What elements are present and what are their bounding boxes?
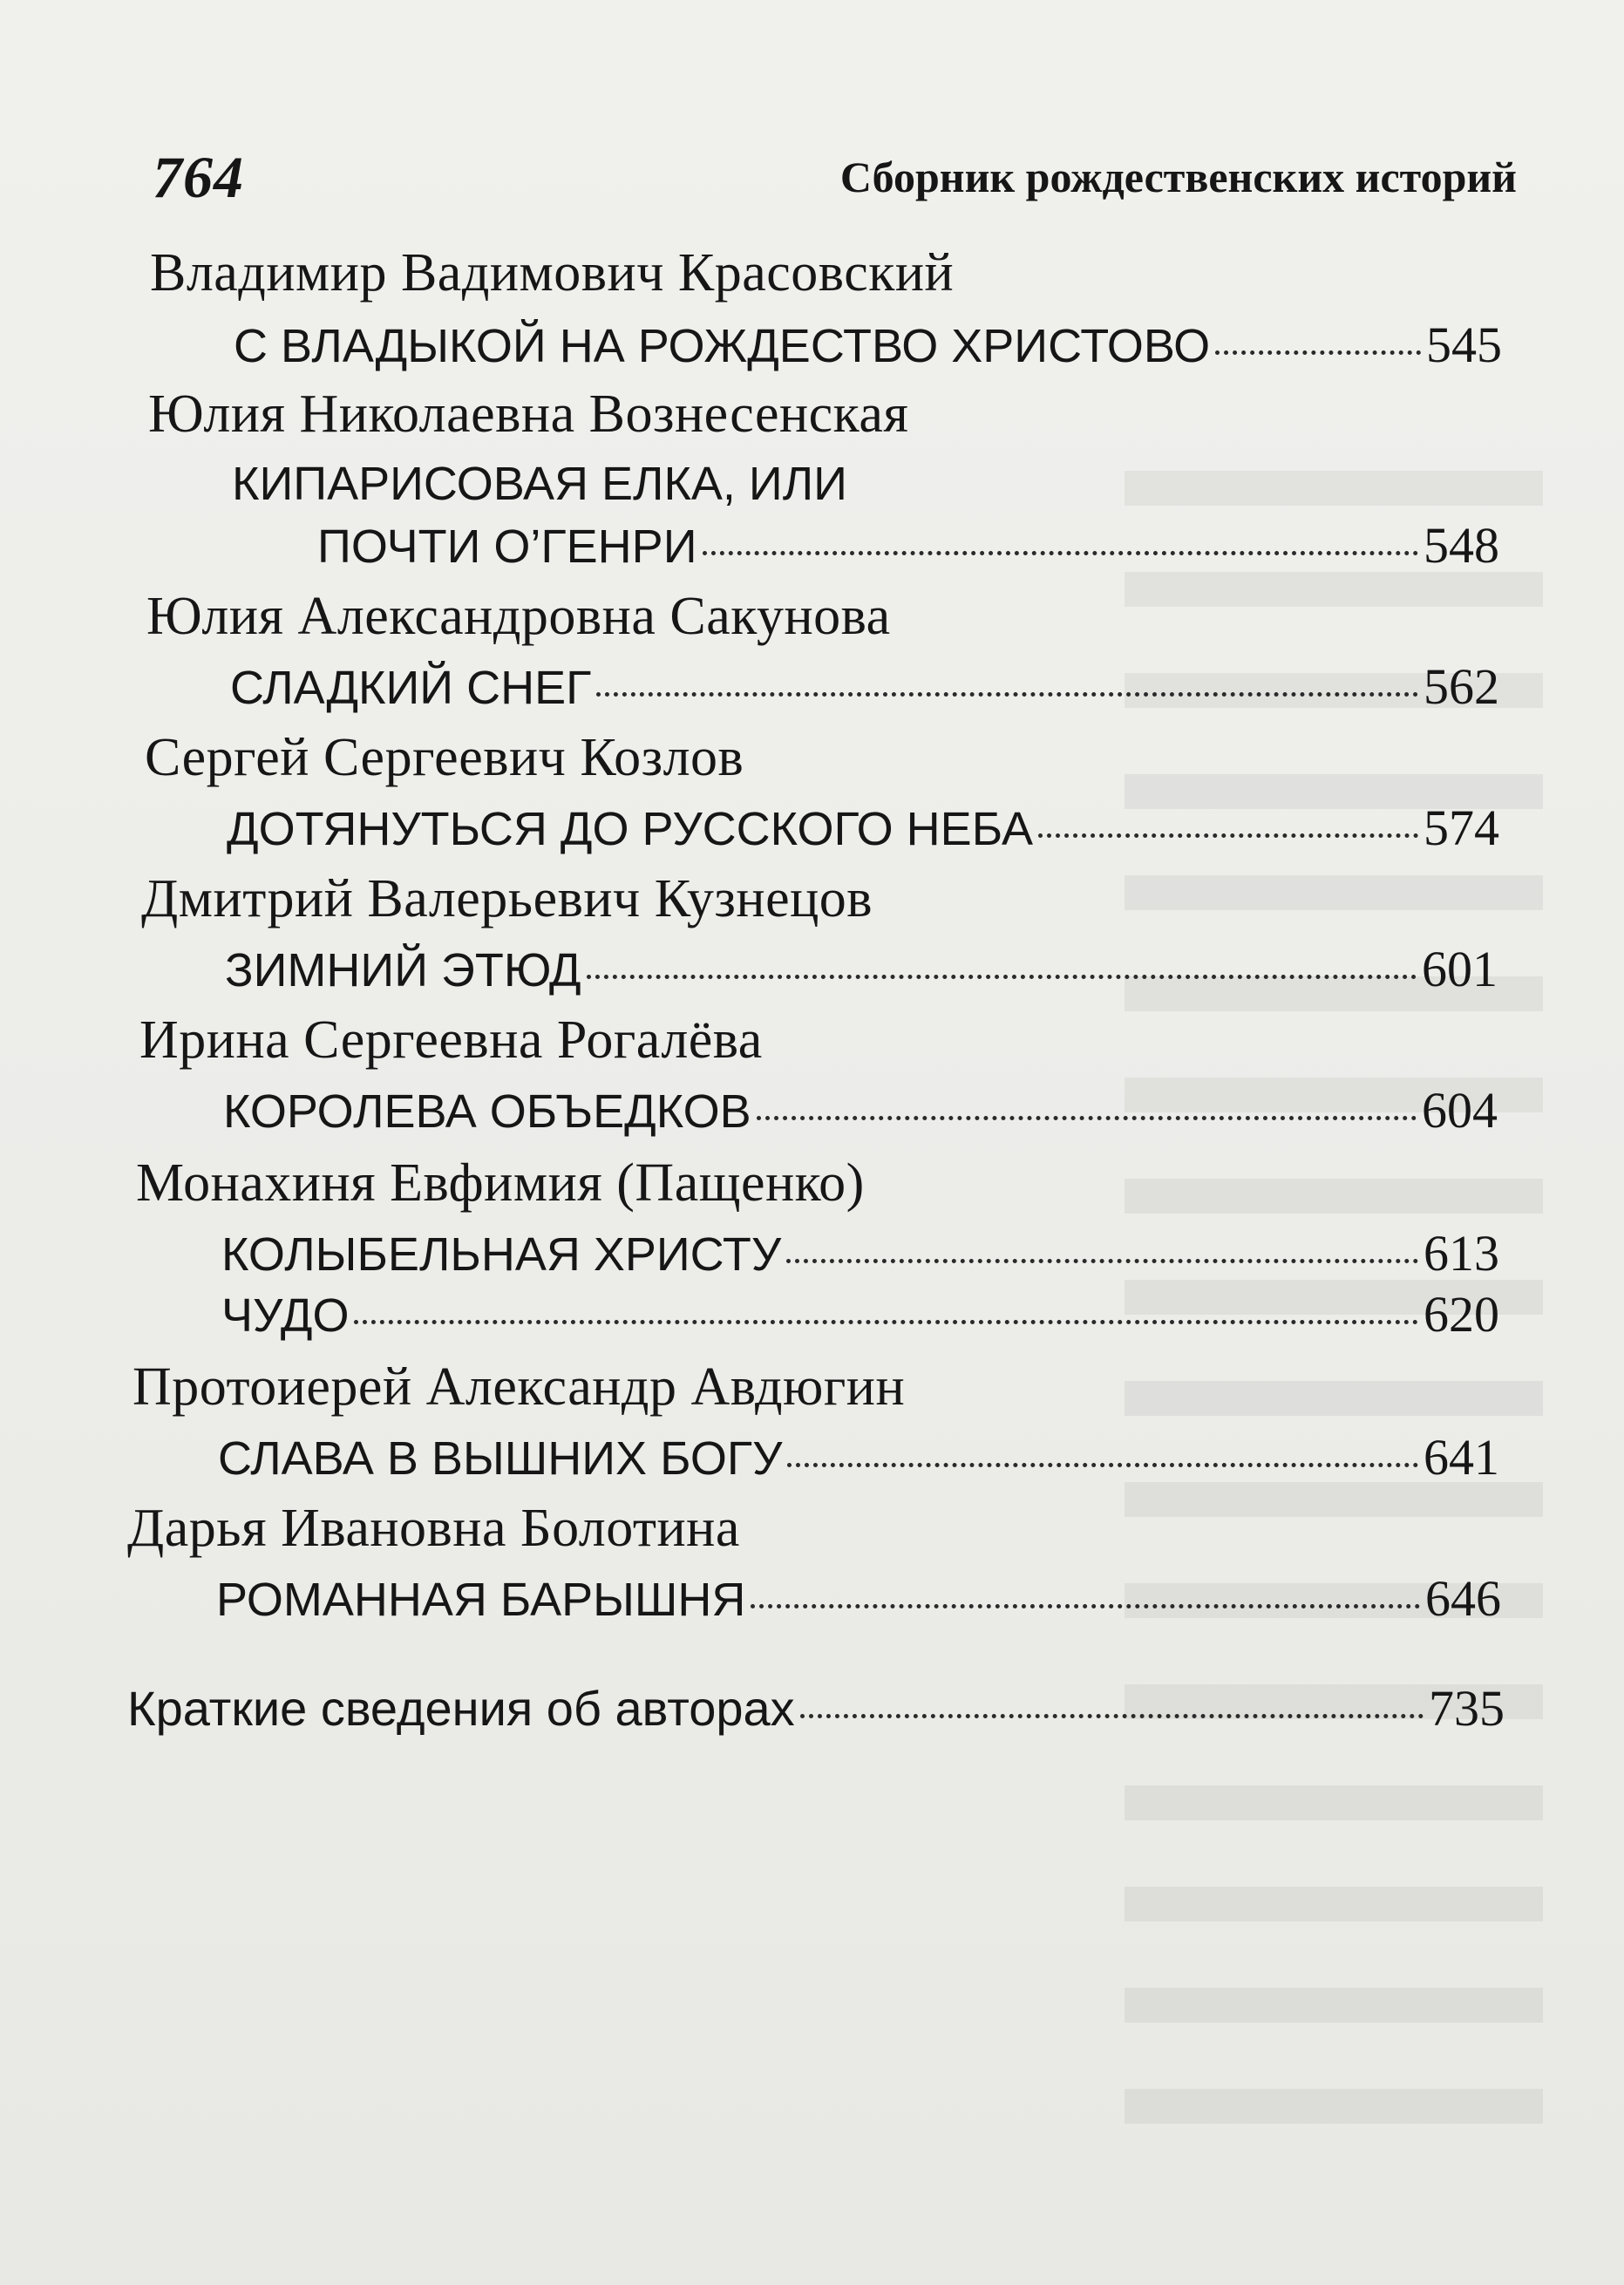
toc-entry-page: 735 xyxy=(1429,1680,1505,1737)
dot-leader xyxy=(596,692,1418,697)
toc-entry-page: 545 xyxy=(1426,316,1502,373)
toc-entry-authors-info[interactable] xyxy=(127,1679,1505,1738)
toc-entry[interactable] xyxy=(218,1428,1499,1486)
toc-author: Юлия Александровна Сакунова xyxy=(146,587,891,646)
toc-entry[interactable] xyxy=(223,1081,1498,1139)
dot-leader xyxy=(703,551,1418,555)
toc-author: Ирина Сергеевна Рогалёва xyxy=(139,1010,763,1070)
toc-entry-page: 646 xyxy=(1425,1570,1501,1627)
dot-leader xyxy=(751,1604,1420,1608)
toc-entry[interactable] xyxy=(221,1285,1499,1343)
toc-entry-title: КОРОЛЕВА ОБЪЕДКОВ xyxy=(223,1085,751,1138)
toc-entry-page: 613 xyxy=(1424,1225,1499,1282)
toc-entry-title: РОМАННАЯ БАРЫШНЯ xyxy=(216,1574,746,1626)
page-number: 764 xyxy=(153,144,244,210)
toc-entry[interactable] xyxy=(227,799,1499,857)
running-title: Сборник рождественских историй xyxy=(839,153,1517,201)
toc-entry-title: С ВЛАДЫКОЙ НА РОЖДЕСТВО ХРИСТОВО xyxy=(234,320,1211,372)
toc-entry-title: ЧУДО xyxy=(221,1289,350,1342)
toc-entry[interactable] xyxy=(225,940,1498,998)
toc-entry-page: 574 xyxy=(1424,799,1499,856)
dot-leader xyxy=(757,1116,1417,1120)
dot-leader xyxy=(1038,833,1418,838)
toc-entry[interactable] xyxy=(221,1224,1499,1282)
dot-leader xyxy=(787,1463,1418,1467)
dot-leader xyxy=(354,1320,1418,1324)
toc-author: Монахиня Евфимия (Пащенко) xyxy=(136,1153,865,1213)
toc-author: Сергей Сергеевич Козлов xyxy=(145,728,744,787)
toc-entry-title-line[interactable]: КИПАРИСОВАЯ ЕЛКА, ИЛИ xyxy=(232,458,847,510)
toc-entry-title: ДОТЯНУТЬСЯ ДО РУССКОГО НЕБА xyxy=(227,803,1033,855)
toc-entry-title: СЛАВА В ВЫШНИХ БОГУ xyxy=(218,1432,783,1485)
toc-author: Протоиерей Александр Авдюгин xyxy=(133,1357,906,1417)
toc-entry-title: КОЛЫБЕЛЬНАЯ ХРИСТУ xyxy=(221,1228,782,1281)
toc-entry-page: 620 xyxy=(1424,1286,1499,1343)
toc-entry-page: 641 xyxy=(1424,1429,1499,1486)
dot-leader xyxy=(800,1714,1424,1718)
toc-entry-title: СЛАДКИЙ СНЕГ xyxy=(230,662,592,714)
toc-entry-title: ЗИМНИЙ ЭТЮД xyxy=(225,944,581,996)
toc-entry-title: ПОЧТИ О’ГЕНРИ xyxy=(317,520,697,573)
toc-author: Дарья Ивановна Болотина xyxy=(127,1499,740,1558)
toc-entry[interactable] xyxy=(317,516,1499,575)
toc-entry-title: Краткие сведения об авторах xyxy=(127,1681,795,1736)
toc-entry-page: 601 xyxy=(1422,941,1498,997)
toc-entry[interactable] xyxy=(216,1569,1501,1628)
toc-entry[interactable] xyxy=(234,316,1502,374)
page-header xyxy=(153,131,1517,227)
dot-leader xyxy=(1215,350,1421,355)
toc-author: Юлия Николаевна Вознесенская xyxy=(148,384,909,444)
dot-leader xyxy=(786,1259,1418,1263)
toc-entry-page: 604 xyxy=(1422,1082,1498,1139)
toc-author: Владимир Вадимович Красовский xyxy=(150,243,955,303)
toc-entry-page: 562 xyxy=(1424,658,1499,715)
dot-leader xyxy=(587,975,1417,979)
toc-author: Дмитрий Валерьевич Кузнецов xyxy=(141,869,873,928)
toc-entry-page: 548 xyxy=(1424,517,1499,574)
toc-entry[interactable] xyxy=(230,657,1499,716)
